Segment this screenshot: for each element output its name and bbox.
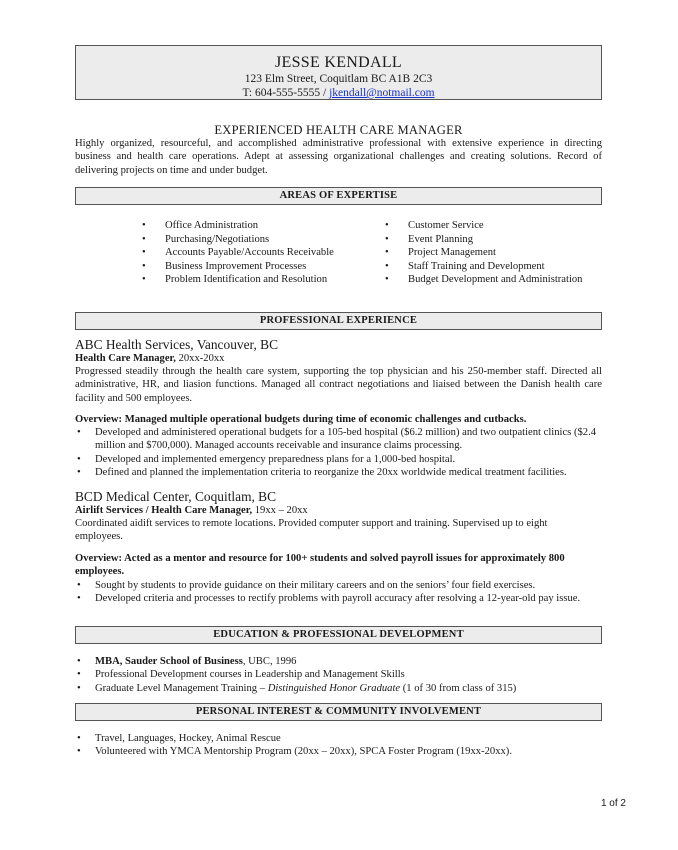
list-item: • Defined and planned the implementation criteria to reorganize the 20xx worldwide medical treatment facilities. [75, 466, 602, 479]
page-number: 1 of 2 [600, 798, 626, 809]
job2-description: Coordinated aidift services to remote locations. Provided computer support and training. Supervised up to eight employees. [75, 518, 548, 543]
list-item: • Sought by students to provide guidance on their military careers and on the seniors’ four field exercises. [75, 579, 602, 592]
education-list [75, 655, 602, 695]
list-item: • Travel, Languages, Hockey, Animal Rescue [75, 732, 602, 745]
list-item: • Budget Development and Administration [385, 273, 600, 287]
expertise-right-list [385, 219, 600, 287]
job2-company: BCD Medical Center, Coquitlam, BC [75, 489, 277, 504]
candidate-name: JESSE KENDALL [274, 54, 402, 71]
summary: Highly organized, resourceful, and accomplished administrative professional with extensive experience in directing business and health care operations. Adept at assessing organizational challenges and creating solutions. Record of delivering projects on time and under budget. [75, 138, 602, 176]
list-item: • Problem Identification and Resolution [142, 273, 372, 287]
interests-list [75, 732, 602, 759]
list-item: • Staff Training and Development [385, 260, 600, 274]
list-item: • Volunteered with YMCA Mentorship Program (20xx – 20xx), SPCA Foster Program (19xx-20xx). [75, 745, 602, 758]
contact-header [75, 45, 602, 100]
list-item [75, 655, 602, 668]
resume-title: EXPERIENCED HEALTH CARE MANAGER [214, 123, 463, 137]
job1-bullets [75, 426, 602, 480]
honor-text: Distinguished Honor Graduate [267, 682, 401, 694]
interests-heading: PERSONAL INTEREST & COMMUNITY INVOLVEMENT [75, 703, 602, 721]
contact-line [76, 86, 601, 100]
list-item: • Developed and administered operational budgets for a 105-bed hospital ($6.2 million) and two outpatient clinics ($2.4 million and $700,000). Managed accounts receivable and insurance claims processing. [75, 426, 602, 453]
job1-dates: 20xx-20xx [175, 353, 225, 364]
list-item: • Accounts Payable/Accounts Receivable [142, 246, 372, 260]
job2-dates: 19xx – 20xx [252, 505, 308, 516]
job2-bullets [75, 579, 602, 606]
list-item: • Professional Development courses in Leadership and Management Skills [75, 668, 602, 681]
address: 123 Elm Street, Coquitlam BC A1B 2C3 [244, 73, 433, 85]
job2-role-line [75, 504, 308, 517]
degree: MBA, Sauder School of Business [95, 656, 243, 667]
class-rank: (1 of 30 from class of 315) [400, 682, 517, 694]
job2-role: Airlift Services / Health Care Manager, [75, 505, 253, 516]
job1-role: Health Care Manager, [75, 353, 176, 364]
list-item: • Developed criteria and processes to rectify problems with payroll accuracy after resolving a 12-year-old pay issue. [75, 592, 602, 605]
email-link[interactable]: jkendall@notmail.com [329, 87, 435, 99]
list-item [75, 682, 602, 695]
education-heading: EDUCATION & PROFESSIONAL DEVELOPMENT [75, 626, 602, 644]
experience-heading: PROFESSIONAL EXPERIENCE [75, 312, 602, 330]
expertise-left-list [142, 219, 372, 287]
degree-details: , UBC, 1996 [242, 656, 297, 667]
training-text: Graduate Level Management Training – [95, 682, 268, 694]
list-item: • Office Administration [142, 219, 372, 233]
list-item: • Project Management [385, 246, 600, 260]
list-item: • Purchasing/Negotiations [142, 233, 372, 247]
job2-overview: Overview: Acted as a mentor and resource for 100+ students and solved payroll issues for approximately 800 employees. [75, 553, 565, 578]
list-item: • Business Improvement Processes [142, 260, 372, 274]
expertise-heading: AREAS OF EXPERTISE [75, 187, 602, 205]
phone: T: 604-555-5555 / [242, 87, 330, 99]
list-item: • Customer Service [385, 219, 600, 233]
job1-overview: Overview: Managed multiple operational budgets during time of economic challenges and cutbacks. [75, 414, 527, 425]
job1-company: ABC Health Services, Vancouver, BC [75, 337, 279, 352]
list-item: • Developed and implemented emergency preparedness plans for a 1,000-bed hospital. [75, 453, 602, 466]
job1-role-line [75, 352, 224, 365]
list-item: • Event Planning [385, 233, 600, 247]
job1-description: Progressed steadily through the health care system, supporting the top physician and his 250-member staff. Directed all administrative, HR, and liasion functions. Managed all contract negotiations and liaised between the Danish health care facility and 500 employees. [75, 366, 602, 404]
